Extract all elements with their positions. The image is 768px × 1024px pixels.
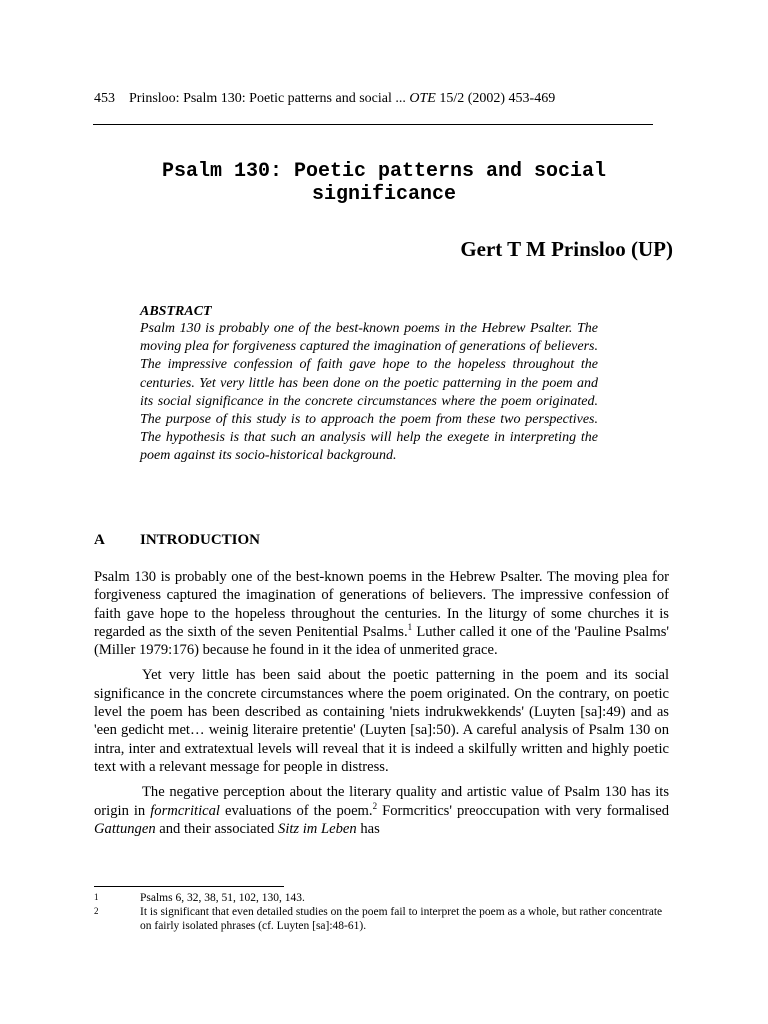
paragraph-3-emphasis: formcritical (150, 802, 220, 819)
paragraph-3-emphasis: Gattungen (94, 820, 156, 837)
footnote-ref-2[interactable]: 2 (372, 800, 378, 811)
paragraph-3-text-cont: Formcritics' preoccupation with very formalised (377, 802, 669, 819)
paragraph-1-text: Psalm 130 is probably one of the best-known poems in the Hebrew Psalter. The moving plea for forgiveness captured the imagination of generations of believers. The impressive confession of faith gave hope to the hopeless throughout the centuries. In the liturgy of some churches it is regarded as the sixth of the seven Penitential Psalms. (94, 569, 669, 640)
paragraph-3-text: The negative perception about the literary quality and artistic value of Psalm 130 has its origin in (94, 784, 669, 819)
paragraph-3 (94, 783, 669, 838)
abstract-heading: ABSTRACT (140, 304, 212, 319)
footnote-text: It is significant that even detailed studies on the poem fail to interpret the poem as a whole, but rather concentrate on fairly isolated phrases (cf. Luyten [sa]:48-61). (140, 906, 663, 932)
running-head-text: Prinsloo: Psalm 130: Poetic patterns and social ... (129, 91, 410, 106)
article-title: Psalm 130: Poetic patterns and social significance (161, 160, 607, 206)
section-number: A (94, 532, 105, 548)
paragraph-3-text-cont: has (356, 820, 380, 837)
footnote-1 (94, 891, 674, 905)
paragraph-3-text-cont: evaluations of the poem. (219, 802, 373, 819)
page-number: 453 (94, 91, 115, 106)
paragraph-3-text-cont: and their associated (155, 820, 279, 837)
body-text (94, 568, 669, 845)
paragraph-2: Yet very little has been said about the poetic patterning in the poem and its social significance in the concrete circumstances where the poem originated. On the contrary, on poetic level the poem has been described as containing 'niets indrukwekkends' (Luyten [sa]:49) and as 'een gedicht met… weinig literaire pretentie' (Luyten [sa]:50). A careful analysis of Psalm 130 on intra, inter and extratextual levels will reveal that it is indeed a skilfully written and highly poetic text with a relevant message for people in distress. (94, 667, 669, 775)
running-head (94, 90, 654, 108)
footnote-mark: 1 (94, 892, 99, 902)
paragraph-1 (94, 568, 669, 659)
header-divider (93, 124, 653, 125)
journal-abbreviation: OTE (409, 91, 436, 106)
section-heading (94, 531, 260, 549)
footnote-text: Psalms 6, 32, 38, 51, 102, 130, 143. (140, 892, 305, 904)
footnote-2 (94, 905, 674, 933)
section-title: INTRODUCTION (140, 532, 261, 548)
journal-citation: 15/2 (2002) 453-469 (435, 91, 556, 106)
article-author: Gert T M Prinsloo (UP) (460, 237, 673, 261)
footnote-ref-1[interactable]: 1 (407, 622, 413, 633)
footnotes (94, 891, 674, 933)
footnote-divider (94, 886, 284, 887)
paragraph-3-emphasis: Sitz im Leben (278, 820, 357, 837)
footnote-mark: 2 (94, 906, 99, 916)
abstract-body: Psalm 130 is probably one of the best-known poems in the Hebrew Psalter. The moving plea for forgiveness captured the imagination of generations of believers. The impressive confession of faith gave hope to the hopeless throughout the centuries. Yet very little has been done on the poetic patterning in the poem and its social significance in the concrete circumstances where the poem originated. The purpose of this study is to approach the poem from these two perspectives. The hypothesis is that such an analysis will help the exegete in interpreting the poem against its socio-historical background. (140, 321, 598, 464)
paragraph-1-text-cont: Luther called it one of the 'Pauline Psalms' (Miller 1979:176) because he found in it the idea of unmerited grace. (94, 623, 669, 659)
abstract (140, 303, 598, 466)
